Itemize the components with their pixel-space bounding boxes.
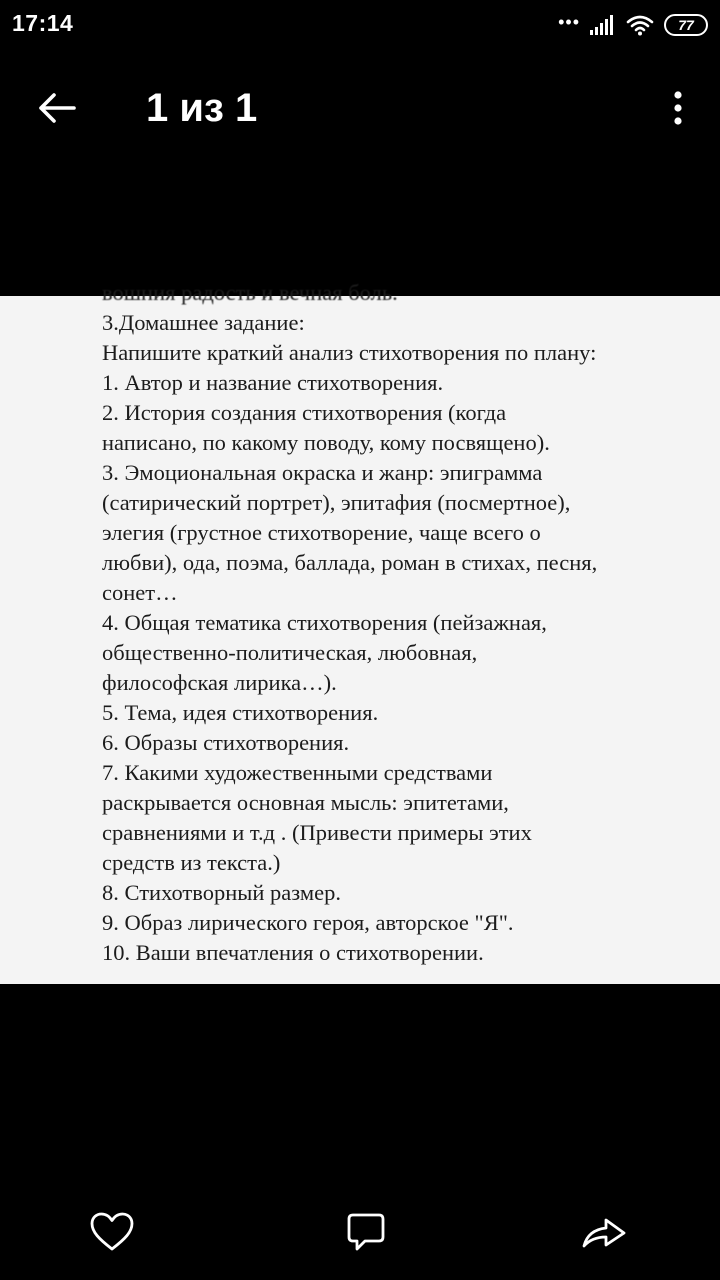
more-vertical-icon <box>673 90 683 126</box>
document-line: 8. Стихотворный размер. <box>102 880 341 905</box>
document-line: средств из текста.) <box>102 850 281 875</box>
cut-off-line: вошния радость и вечная боль. <box>102 280 398 305</box>
document-line: 7. Какими художественными средствами <box>102 760 493 785</box>
document-line: сравнениями и т.д . (Привести примеры этих <box>102 820 532 845</box>
share-button[interactable] <box>580 1208 628 1256</box>
document-line: Напишите краткий анализ стихотворения по плану: <box>102 340 597 365</box>
document-line: написано, по какому поводу, кому посвящено). <box>102 430 550 455</box>
document-line: общественно-политическая, любовная, <box>102 640 478 665</box>
document-line: 6. Образы стихотворения. <box>102 730 350 755</box>
document-line: 1. Автор и название стихотворения. <box>102 370 444 395</box>
document-photo[interactable] <box>0 280 720 984</box>
arrow-left-icon <box>36 92 76 124</box>
document-line: 5. Тема, идея стихотворения. <box>102 700 379 725</box>
document-line: раскрывается основная мысль: эпитетами, <box>102 790 509 815</box>
document-line: сонет… <box>102 580 178 605</box>
comment-icon <box>345 1211 387 1253</box>
document-line: 10. Ваши впечатления о стихотворении. <box>102 940 484 965</box>
document-lines <box>102 308 597 968</box>
battery-level: 77 <box>678 17 694 33</box>
document-line: 2. История создания стихотворения (когда <box>102 400 507 425</box>
document-line: 9. Образ лирического героя, авторское "Я". <box>102 910 514 935</box>
document-line: элегия (грустное стихотворение, чаще всего о <box>102 520 541 545</box>
signal-icon <box>590 15 616 35</box>
document-line: 3.Домашнее задание: <box>102 310 305 335</box>
comment-button[interactable] <box>342 1208 390 1256</box>
notification-dots-icon: ••• <box>558 12 580 32</box>
image-counter: 1 из 1 <box>146 86 258 130</box>
document-line: 4. Общая тематика стихотворения (пейзажная, <box>102 610 547 635</box>
wifi-icon <box>626 14 654 36</box>
app-bar <box>0 60 720 156</box>
bottom-action-bar <box>0 1196 720 1268</box>
battery-icon <box>664 14 708 36</box>
document-line: любви), ода, поэма, баллада, роман в стихах, песня, <box>102 550 598 575</box>
like-button[interactable] <box>88 1208 136 1256</box>
more-options-button[interactable] <box>666 84 690 132</box>
status-icons <box>558 12 708 38</box>
status-bar <box>0 0 720 50</box>
status-time: 17:14 <box>12 10 74 36</box>
heart-icon <box>89 1211 135 1253</box>
back-button[interactable] <box>32 84 80 132</box>
document-line: 3. Эмоциональная окраска и жанр: эпиграмма <box>102 460 543 485</box>
document-line: философская лирика…). <box>102 670 337 695</box>
share-icon <box>580 1212 628 1252</box>
document-line: (сатирический портрет), эпитафия (посмертное), <box>102 490 571 515</box>
